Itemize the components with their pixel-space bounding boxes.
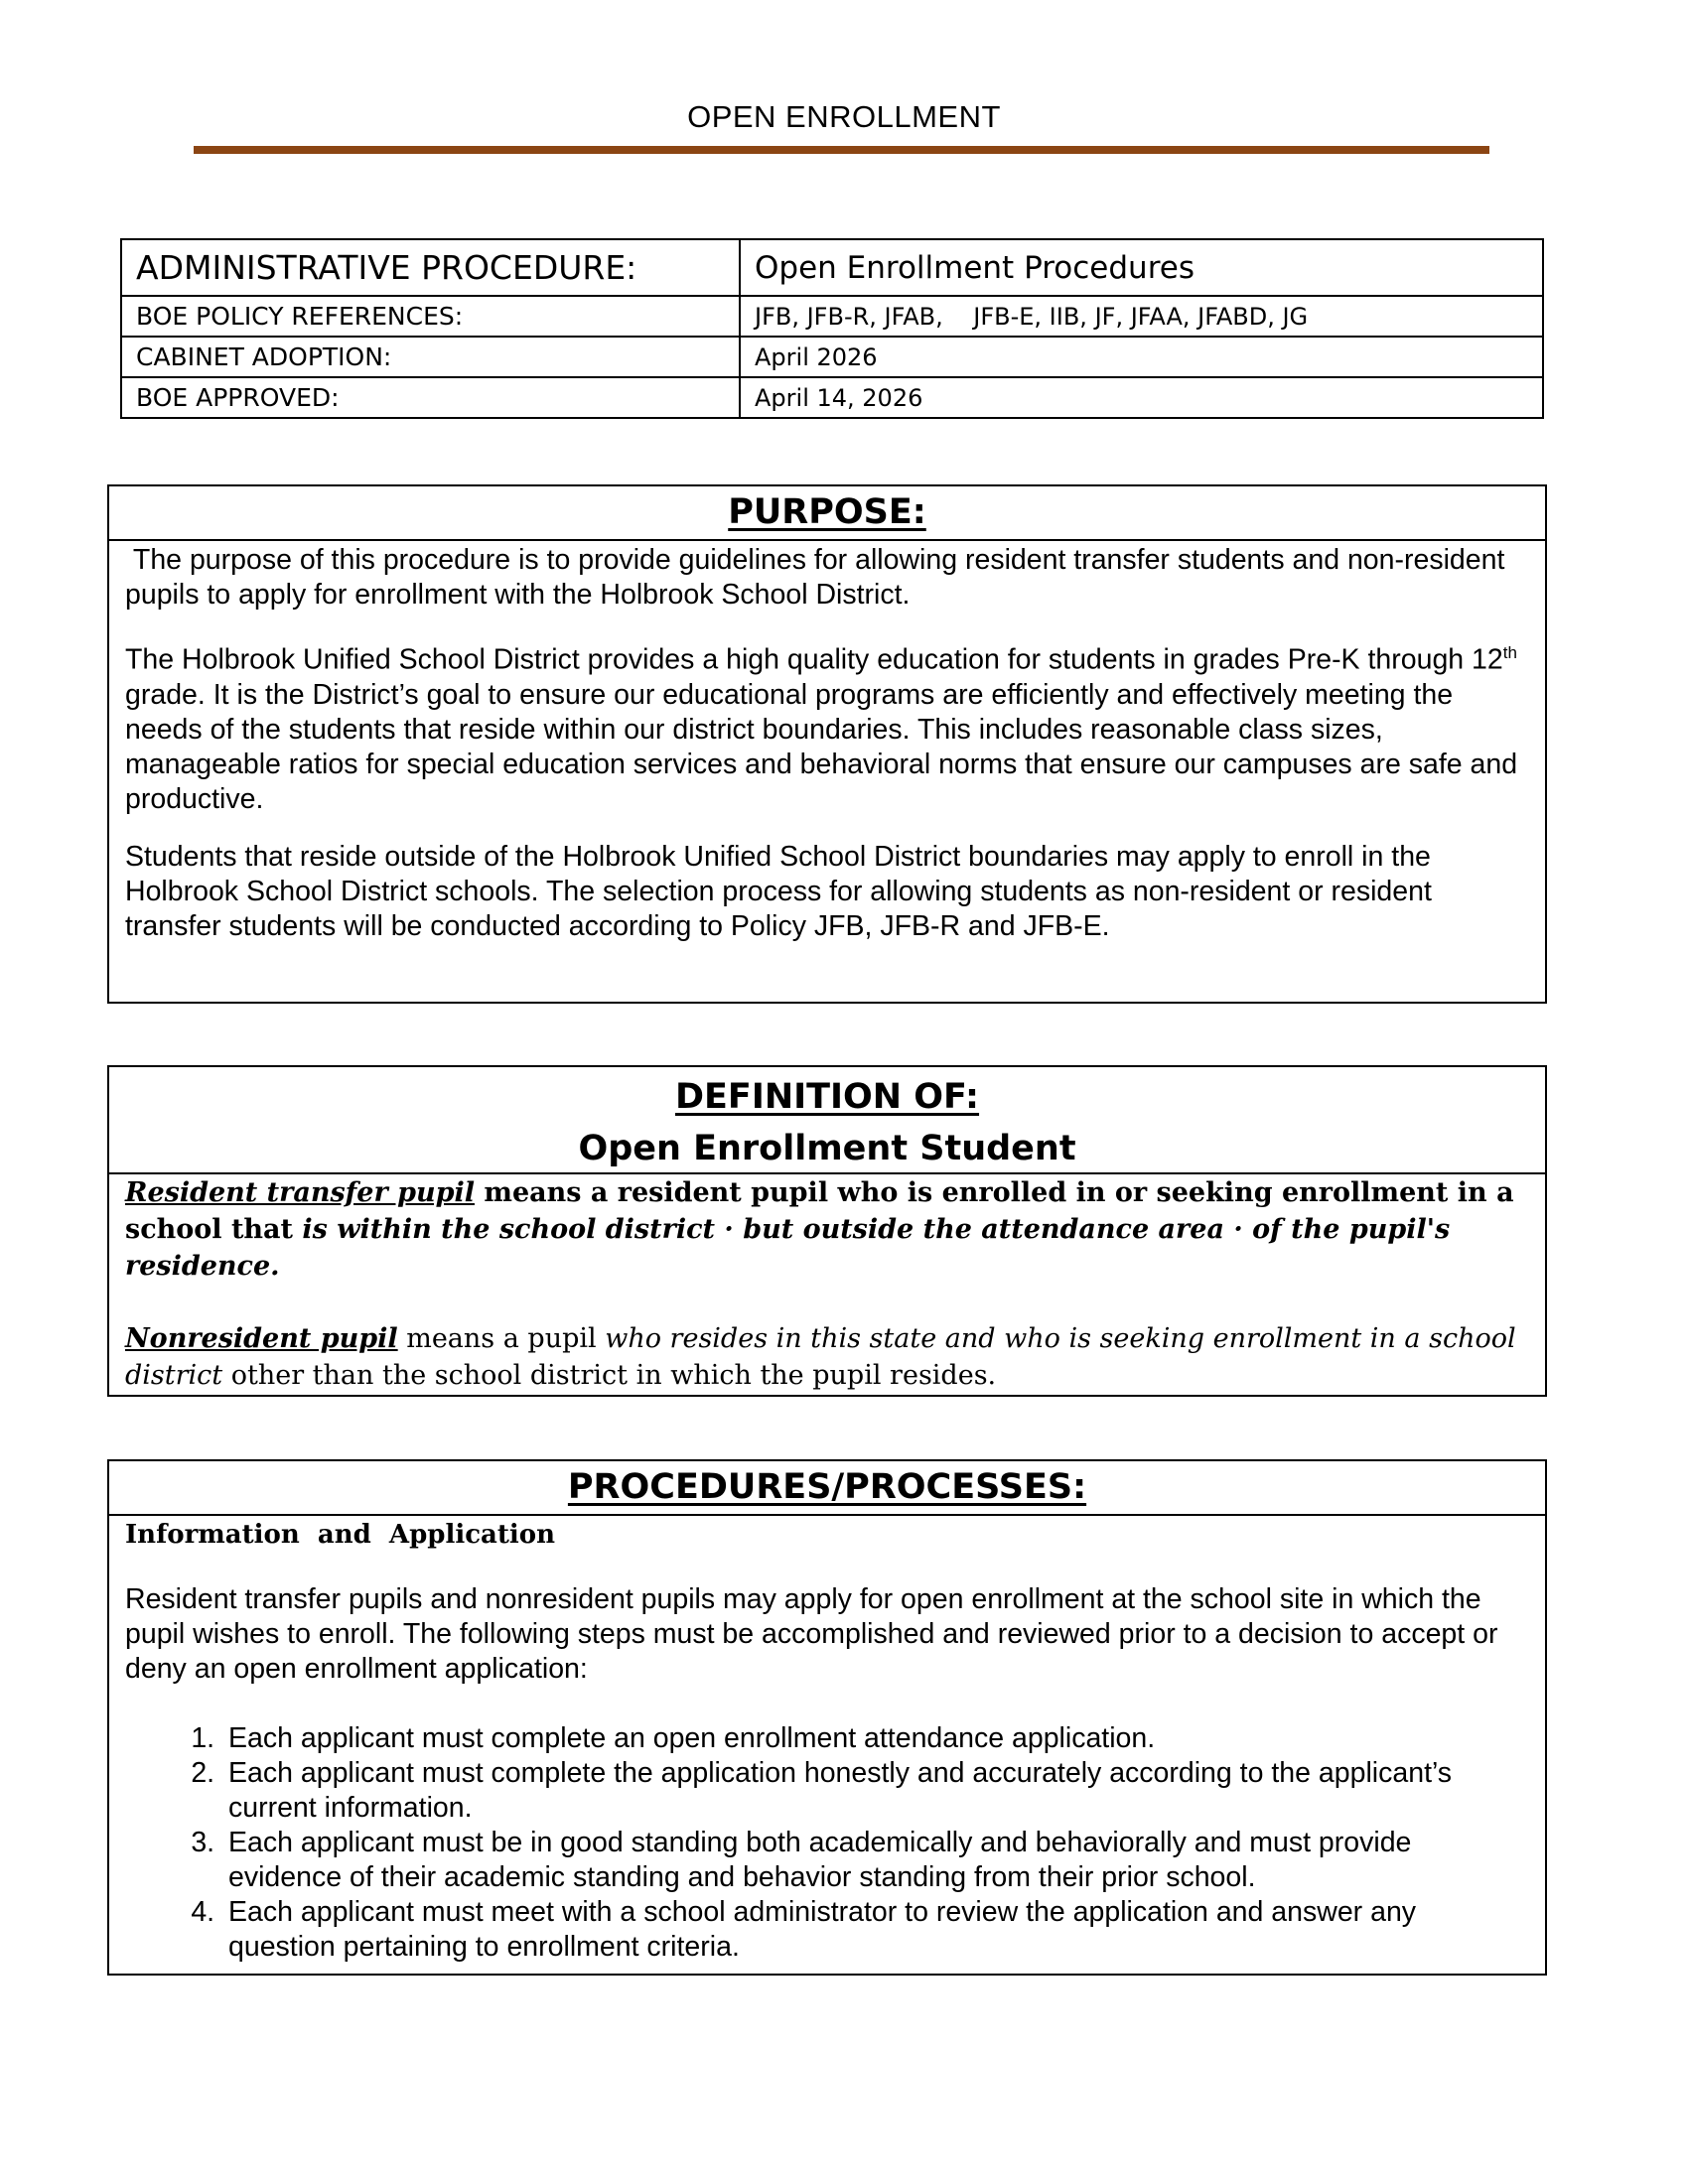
list-item: 2. Each applicant must complete the application honestly and accurately according to the applicant’s current information.	[222, 1756, 1529, 1826]
procedures-section	[107, 1459, 1547, 1976]
definition-body	[109, 1174, 1545, 1394]
procedures-intro: Resident transfer pupils and nonresident pupils may apply for open enrollment at the school site in which the pupil wishes to enroll. The following steps must be accomplished and reviewed prior to a decision to accept or deny an open enrollment application:	[125, 1583, 1498, 1685]
boe-approved-label: BOE APPROVED:	[121, 377, 740, 418]
procedures-body	[109, 1516, 1545, 1965]
definition-heading-subtitle: Open Enrollment Student	[578, 1129, 1076, 1168]
table-row	[121, 296, 1543, 337]
definition-term: Resident transfer pupil	[125, 1177, 475, 1208]
purpose-section	[107, 484, 1547, 1004]
purpose-heading: PURPOSE:	[109, 486, 1545, 541]
cabinet-adoption-label: CABINET ADOPTION:	[121, 337, 740, 377]
procedures-subheading: Information and Application	[125, 1520, 556, 1550]
purpose-paragraph-3: Students that reside outside of the Holbrook Unified School District boundaries may apply to enroll in the Holbrook School District schools. The selection process for allowing students as non-resident or resident transfer students will be conducted according to Policy JFB, JFB-R and JFB-E.	[125, 840, 1432, 942]
definition-heading	[109, 1067, 1545, 1174]
procedure-steps-list	[125, 1721, 1529, 1965]
definition-heading-title: DEFINITION OF:	[674, 1077, 980, 1117]
list-item: 1. Each applicant must complete an open enrollment attendance application.	[222, 1721, 1529, 1756]
cabinet-adoption-value: April 2026	[740, 337, 1543, 377]
purpose-paragraph-2: The Holbrook Unified School District provides a high quality education for students in grades Pre-K through 12th grade. It is the District’s goal to ensure our educational programs are efficiently and effectively meeting the needs of the students that reside within our district boundaries. This includes reasonable class sizes, manageable ratios for special education services and behavioral norms that ensure our campuses are safe and productive.	[125, 643, 1518, 815]
boe-approved-value: April 14, 2026	[740, 377, 1543, 418]
definition-section	[107, 1065, 1547, 1397]
purpose-paragraph-1: The purpose of this procedure is to provide guidelines for allowing resident transfer students and non-resident pupils to apply for enrollment with the Holbrook School District.	[125, 544, 1513, 611]
title-divider	[194, 146, 1489, 154]
table-row	[121, 377, 1543, 418]
definition-nonresident-pupil: Nonresident pupil means a pupil who resides in this state and who is seeking enrollment in a school district other than the school district in which the pupil resides.	[125, 1323, 1516, 1391]
policy-references-value: JFB, JFB-R, JFAB, JFB-E, IIB, JF, JFAA, JFABD, JG	[740, 296, 1543, 337]
table-row	[121, 239, 1543, 296]
definition-resident-transfer-pupil: Resident transfer pupil means a resident pupil who is enrolled in or seeking enrollment in a school that is within the school district · but outside the attendance area · of the pupil's residence.	[125, 1177, 1514, 1282]
procedure-info-table	[120, 238, 1544, 419]
administrative-procedure-label: ADMINISTRATIVE PROCEDURE:	[121, 239, 740, 296]
definition-term: Nonresident pupil	[125, 1323, 398, 1354]
document-title: OPEN ENROLLMENT	[687, 99, 1001, 134]
purpose-body	[109, 541, 1545, 944]
procedures-heading: PROCEDURES/PROCESSES:	[109, 1461, 1545, 1516]
list-item: 4. Each applicant must meet with a school administrator to review the application and answer any question pertaining to enrollment criteria.	[222, 1895, 1529, 1965]
list-item: 3. Each applicant must be in good standing both academically and behaviorally and must provide evidence of their academic standing and behavior standing from their prior school.	[222, 1826, 1529, 1895]
administrative-procedure-value: Open Enrollment Procedures	[740, 239, 1543, 296]
table-row	[121, 337, 1543, 377]
policy-references-label: BOE POLICY REFERENCES:	[121, 296, 740, 337]
